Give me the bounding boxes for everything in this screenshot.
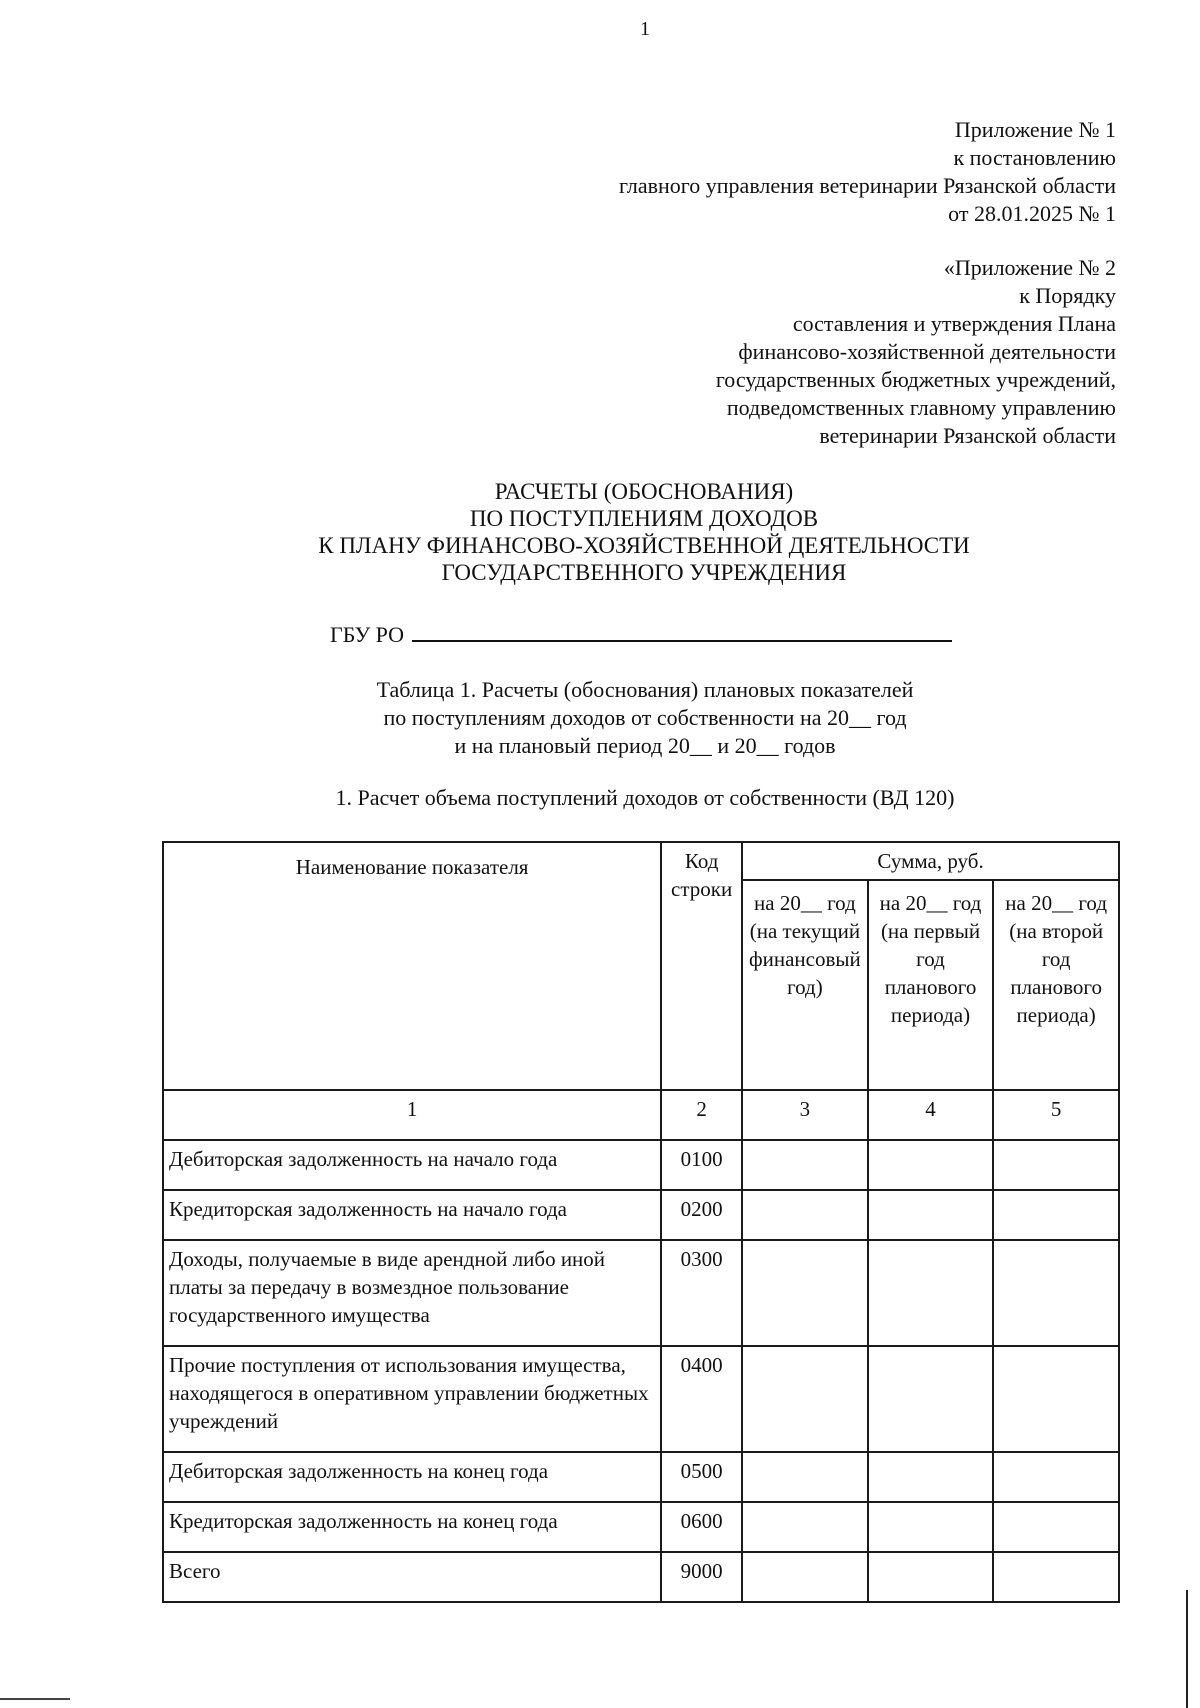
value-cell[interactable] xyxy=(993,1452,1119,1502)
appendix-1-line: Приложение № 1 xyxy=(954,117,1116,142)
title-line: РАСЧЕТЫ (ОБОСНОВАНИЯ) xyxy=(494,479,794,504)
table-row xyxy=(163,1140,1119,1190)
row-code: 9000 xyxy=(661,1552,742,1602)
title-line: ГОСУДАРСТВЕННОГО УЧРЕЖДЕНИЯ xyxy=(441,560,847,585)
income-calculation-table xyxy=(162,841,1120,1603)
appendix-2-line: финансово-хозяйственной деятельности xyxy=(738,339,1116,364)
page-number: 1 xyxy=(640,18,650,40)
value-cell[interactable] xyxy=(742,1140,868,1190)
value-cell[interactable] xyxy=(742,1502,868,1552)
appendix-1-line: к постановлению xyxy=(953,145,1116,170)
table-caption-line: Таблица 1. Расчеты (обоснования) плановых показателей xyxy=(376,677,914,702)
appendix-2-line: к Порядку xyxy=(1019,283,1116,308)
table-header-row xyxy=(163,842,1119,880)
appendix-2-block xyxy=(716,254,1116,450)
value-cell[interactable] xyxy=(993,1140,1119,1190)
value-cell[interactable] xyxy=(868,1190,994,1240)
header-year-1: на 20__ год (на текущий финансовый год) xyxy=(742,880,868,1090)
value-cell[interactable] xyxy=(742,1240,868,1346)
table-caption xyxy=(0,676,1200,760)
appendix-1-line: главного управления ветеринарии Рязанской области xyxy=(619,173,1116,198)
document-title xyxy=(0,478,1200,586)
value-cell[interactable] xyxy=(868,1346,994,1452)
value-cell[interactable] xyxy=(993,1190,1119,1240)
value-cell[interactable] xyxy=(868,1452,994,1502)
column-number: 5 xyxy=(993,1090,1119,1140)
organization-label: ГБУ РО xyxy=(330,622,405,647)
value-cell[interactable] xyxy=(868,1240,994,1346)
appendix-1-block xyxy=(619,116,1116,228)
table-caption-line: и на плановый период 20__ и 20__ годов xyxy=(454,733,836,758)
organization-blank xyxy=(412,618,952,642)
row-code: 0100 xyxy=(661,1140,742,1190)
row-name: Доходы, получаемые в виде арендной либо иной платы за передачу в возмездное пользование государственного имущества xyxy=(163,1240,661,1346)
value-cell[interactable] xyxy=(993,1502,1119,1552)
column-number: 4 xyxy=(868,1090,994,1140)
value-cell[interactable] xyxy=(742,1552,868,1602)
row-code: 0300 xyxy=(661,1240,742,1346)
table-row xyxy=(163,1452,1119,1502)
value-cell[interactable] xyxy=(993,1346,1119,1452)
row-name: Всего xyxy=(163,1552,661,1602)
value-cell[interactable] xyxy=(993,1240,1119,1346)
title-line: ПО ПОСТУПЛЕНИЯМ ДОХОДОВ xyxy=(469,506,819,531)
appendix-2-line: ветеринарии Рязанской области xyxy=(819,423,1116,448)
row-code: 0400 xyxy=(661,1346,742,1452)
scan-edge-line xyxy=(1186,1590,1188,1708)
table-row-total xyxy=(163,1552,1119,1602)
section-heading: 1. Расчет объема поступлений доходов от собственности (ВД 120) xyxy=(335,785,955,810)
value-cell[interactable] xyxy=(742,1346,868,1452)
value-cell[interactable] xyxy=(868,1552,994,1602)
table-row xyxy=(163,1346,1119,1452)
appendix-2-line: подведомственных главному управлению xyxy=(726,395,1116,420)
header-year-3: на 20__ год (на второй год планового периода) xyxy=(993,880,1119,1090)
row-name: Дебиторская задолженность на конец года xyxy=(163,1452,661,1502)
header-year-2: на 20__ год (на первый год планового периода) xyxy=(868,880,994,1090)
value-cell[interactable] xyxy=(742,1452,868,1502)
header-row-code: Код строки xyxy=(661,842,742,1090)
appendix-2-line: составления и утверждения Плана xyxy=(792,311,1116,336)
table-row xyxy=(163,1502,1119,1552)
value-cell[interactable] xyxy=(742,1190,868,1240)
table-row xyxy=(163,1240,1119,1346)
row-name: Кредиторская задолженность на конец года xyxy=(163,1502,661,1552)
appendix-1-line: от 28.01.2025 № 1 xyxy=(948,201,1116,226)
row-code: 0200 xyxy=(661,1190,742,1240)
value-cell[interactable] xyxy=(868,1140,994,1190)
organization-line xyxy=(330,618,952,648)
row-name: Дебиторская задолженность на начало года xyxy=(163,1140,661,1190)
row-name: Кредиторская задолженность на начало года xyxy=(163,1190,661,1240)
column-number: 2 xyxy=(661,1090,742,1140)
title-line: К ПЛАНУ ФИНАНСОВО-ХОЗЯЙСТВЕННОЙ ДЕЯТЕЛЬНОСТИ xyxy=(318,533,970,558)
header-indicator-name: Наименование показателя xyxy=(163,842,661,1090)
scan-bottom-line xyxy=(0,1698,70,1700)
row-code: 0500 xyxy=(661,1452,742,1502)
table-caption-line: по поступлениям доходов от собственности на 20__ год xyxy=(383,705,907,730)
column-number-row xyxy=(163,1090,1119,1140)
table-row xyxy=(163,1190,1119,1240)
column-number: 1 xyxy=(163,1090,661,1140)
row-code: 0600 xyxy=(661,1502,742,1552)
header-sum: Сумма, руб. xyxy=(742,842,1119,880)
column-number: 3 xyxy=(742,1090,868,1140)
value-cell[interactable] xyxy=(868,1502,994,1552)
value-cell[interactable] xyxy=(993,1552,1119,1602)
appendix-2-line: «Приложение № 2 xyxy=(943,255,1116,280)
row-name: Прочие поступления от использования имущества, находящегося в оперативном управлении бюджетных учреждений xyxy=(163,1346,661,1452)
appendix-2-line: государственных бюджетных учреждений, xyxy=(715,367,1116,392)
